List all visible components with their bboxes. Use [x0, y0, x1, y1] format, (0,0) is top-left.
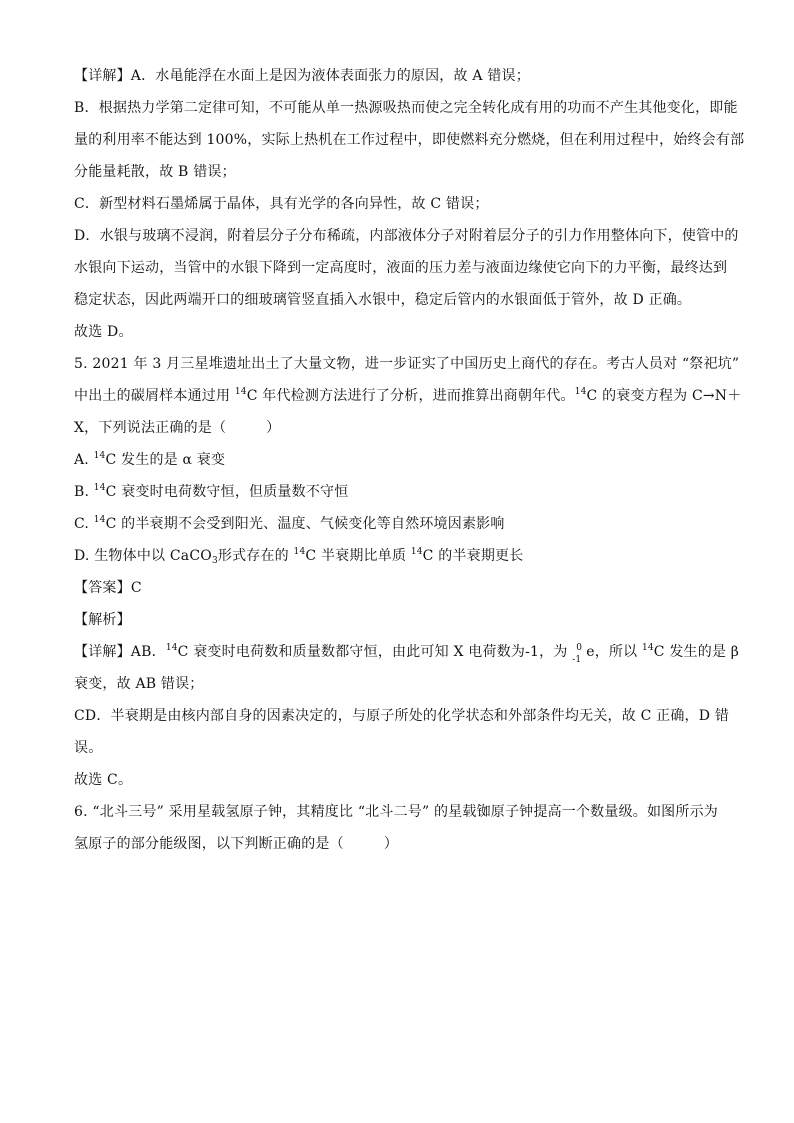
detail-option-b-line1: B．根据热力学第二定律可知，不可能从单一热源吸热而使之完全转化成有用的功而不产生其他变化，即能 [74, 100, 738, 116]
question-6-line1: 6. “北斗三号” 采用星载氢原子钟，其精度比 “北斗二号” 的星载铷原子钟提高一个数量级。如图所示为 [74, 804, 718, 820]
answer-line [74, 578, 142, 598]
option-d: D. 生物体中以 CaCO$_3$形式存在的 $^{14}$C 半衰期比单质 $^{14}$C 的半衰期更长 [74, 547, 524, 566]
detail-2-line2: 衰变，故 AB 错误； [74, 676, 204, 692]
detail-option-a: 【详解】A．水黾能浮在水面上是因为液体表面张力的原因，故 A 错误； [74, 68, 530, 84]
choice-summary-1: 故选 D。 [74, 324, 133, 340]
detail-option-d-line3: 稳定状态，因此两端开口的细玻璃管竖直插入水银中，稳定后管内的水银面低于管外，故 D 正确。 [74, 292, 692, 308]
answer-value: C [130, 580, 142, 596]
detail-option-d-line1: D．水银与玻璃不浸润，附着层分子分布稀疏，内部液体分子对附着层分子的引力作用整体向下，使管中的 [74, 228, 739, 244]
option-a: A. $^{14}$C 发生的是 α 衰变 [74, 451, 226, 468]
detail-2-line4: 误。 [74, 740, 103, 756]
question-5-line2: 中出土的碳屑样本通过用 $^{14}$C 年代检测方法进行了分析，进而推算出商朝年代。$^{14}$C 的衰变方程为 C→N＋ [74, 387, 742, 404]
analysis-label: 【解析】 [74, 612, 131, 628]
answer-label: 【答案】 [74, 580, 131, 596]
detail-option-b-line2: 量的利用率不能达到 100%，实际上热机在工作过程中，即使燃料充分燃烧，但在利用过程中，始终会有部 [74, 132, 745, 148]
option-c: C. $^{14}$C 的半衰期不会受到阳光、温度、气候变化等自然环境因素影响 [74, 515, 505, 532]
question-6-line2: 氢原子的部分能级图，以下判断正确的是（ ） [74, 836, 399, 852]
question-5-line1: 5. 2021 年 3 月三星堆遗址出土了大量文物，进一步证实了中国历史上商代的存在。考古人员对 “祭祀坑” [74, 356, 740, 372]
electron-nuclide-symbol: 0 -1 [572, 643, 583, 665]
option-b: B. $^{14}$C 衰变时电荷数守恒，但质量数不守恒 [74, 483, 349, 500]
detail-option-b-line3: 分能量耗散，故 B 错误； [74, 164, 236, 180]
question-5-line3: X，下列说法正确的是（ ） [74, 420, 281, 436]
choice-summary-2: 故选 C。 [74, 772, 133, 788]
detail-option-d-line2: 水银向下运动，当管中的水银下降到一定高度时，液面的压力差与液面边缘使它向下的力平衡，最终达到 [74, 260, 728, 276]
detail-2-line3: CD．半衰期是由核内部自身的因素决定的，与原子所处的化学状态和外部条件均无关，故 C 正确，D 错 [74, 708, 730, 724]
detail-2-line1: 【详解】AB．$^{14}$C 衰变时电荷数和质量数都守恒，由此可知 X 电荷数为-1，为 0 -1 e，所以 $^{14}$C 发生的是 β [74, 643, 740, 665]
detail-option-c: C．新型材料石墨烯属于晶体，具有光学的各向异性，故 C 错误； [74, 196, 489, 212]
